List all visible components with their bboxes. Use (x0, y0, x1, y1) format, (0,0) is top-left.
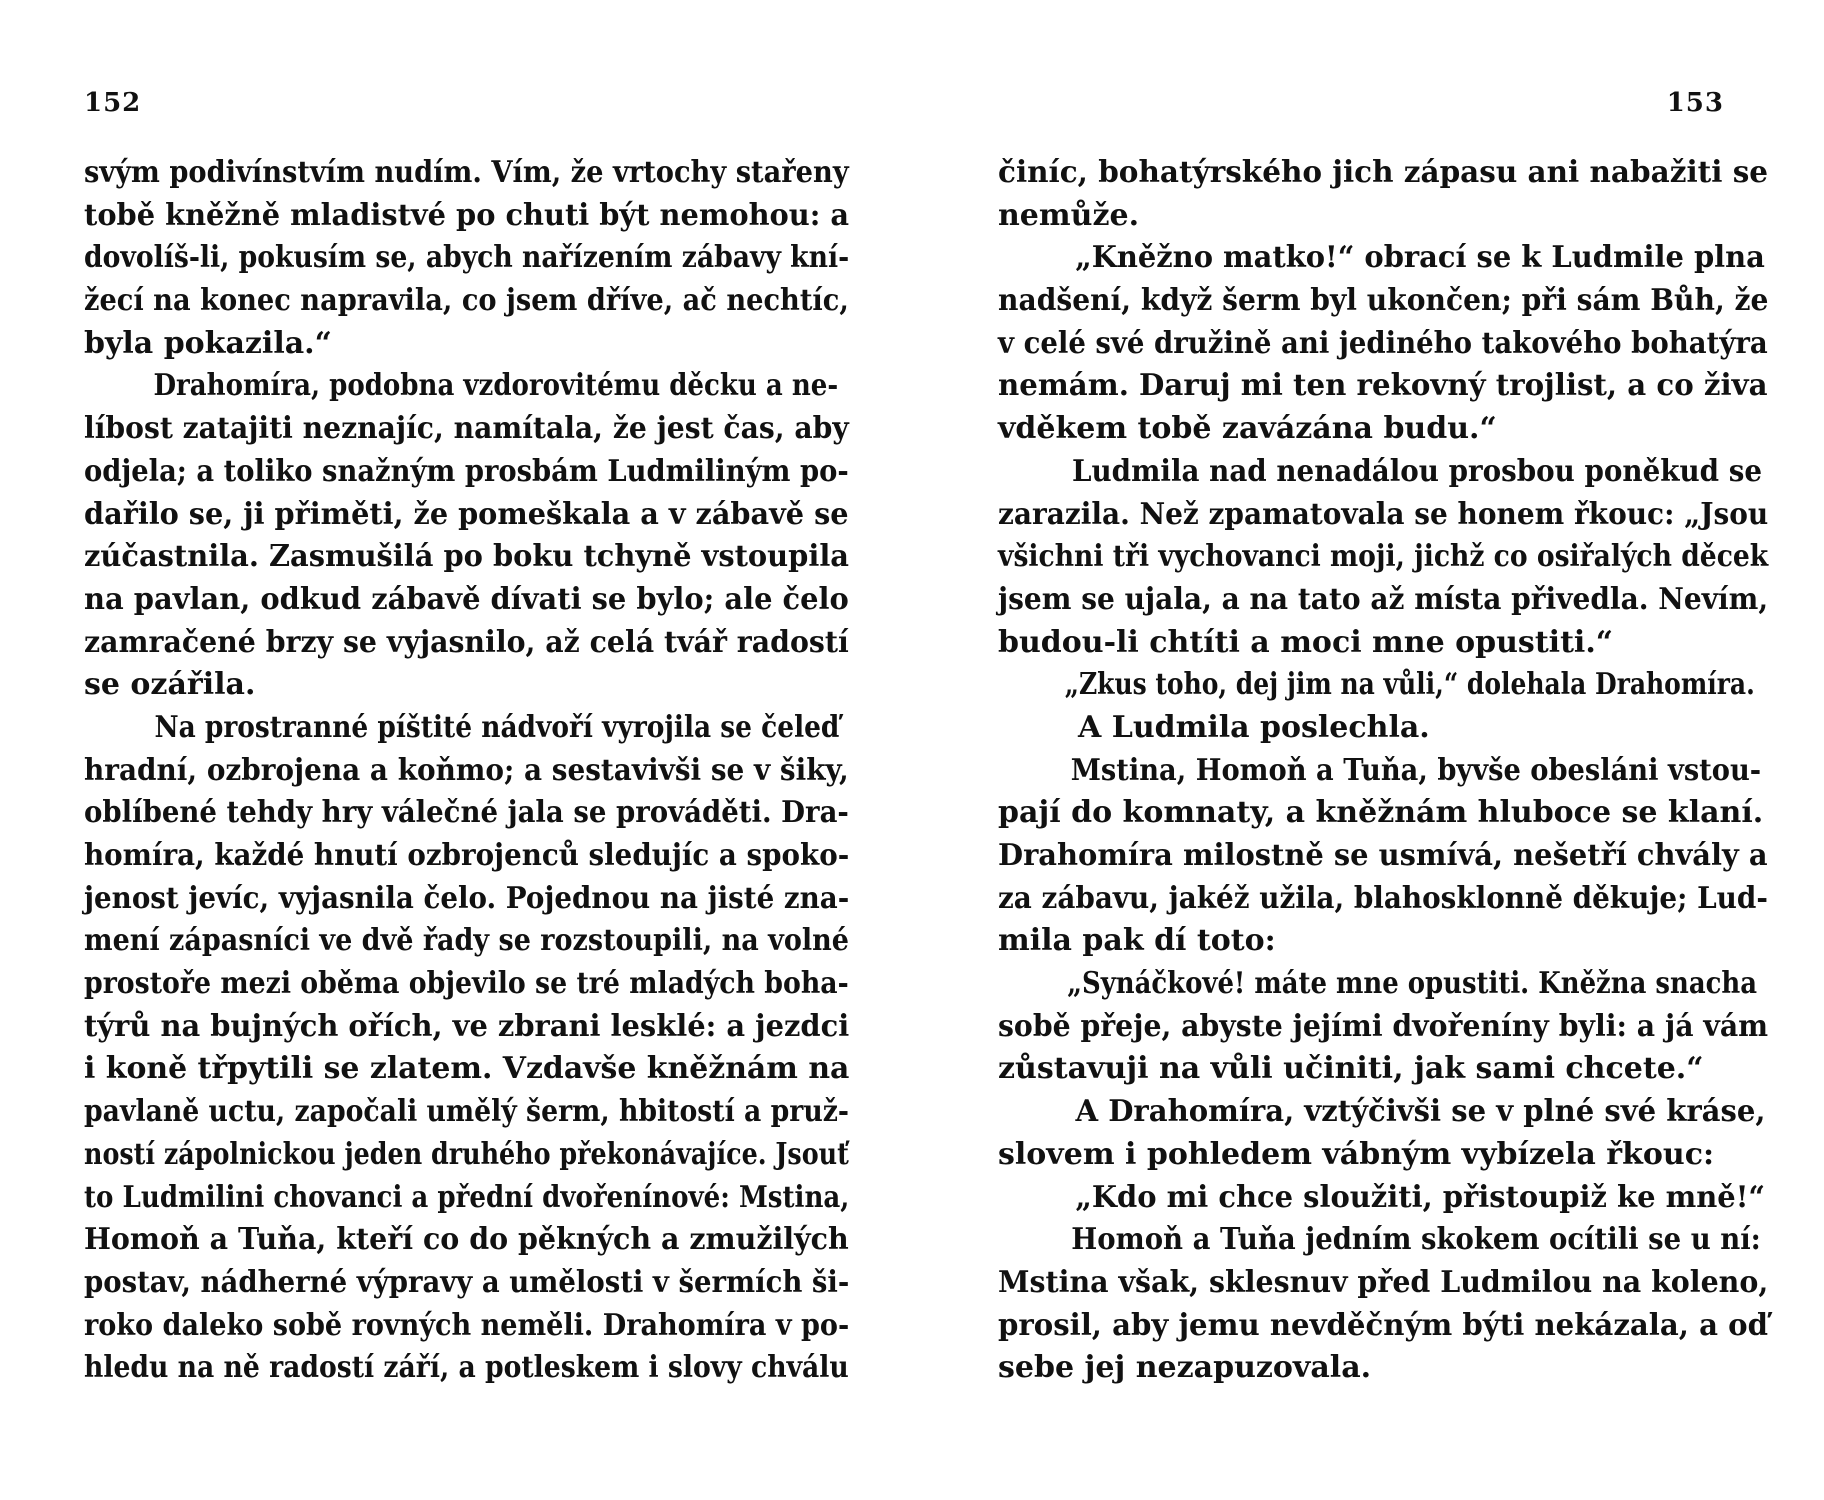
text-line: „Kdo mi chce sloužiti, přistoupiž ke mně!“ (1075, 1179, 1766, 1215)
text-line: Mstina, Homoň a Tuňa, byvše obesláni vstou- (1070, 752, 1762, 788)
right-page-number: 153 (1666, 88, 1724, 118)
text-line: tobě kněžně mladistvé po chuti být nemohou: a (84, 197, 850, 233)
text-line: ností zápolnickou jeden druhého překonávajíce. Jsouť (84, 1136, 849, 1172)
text-line: postav, nádherné výpravy a umělosti v šermích ši- (84, 1264, 850, 1300)
text-line: „Kněžno matko!“ obrací se k Ludmile plna (1075, 240, 1765, 276)
text-line: svým podivínstvím nudím. Vím, že vrtochy stařeny (84, 155, 849, 190)
text-line: zarazila. Než zpamatovala se honem řkouc: „Jsou (998, 496, 1769, 532)
text-line: Homoň a Tuňa jedním skokem ocítili se u ní: (1071, 1222, 1761, 1258)
text-line: nemám. Daruj mi ten rekovný trojlist, a co živa (998, 368, 1768, 404)
text-line: prosil, aby jemu nevděčným býti nekázala, a oď (998, 1307, 1768, 1343)
text-line: budou-li chtíti a moci mne opustiti.“ (998, 624, 1614, 660)
text-line: i koně třpytili se zlatem. Vzdavše kněžnám na (84, 1051, 850, 1087)
text-line: dařilo se, ji přiměti, že pomeškala a v zábavě se (84, 496, 849, 532)
text-line: prostoře mezi oběma objevilo se tré mladých boha- (84, 966, 849, 1002)
text-line: na pavlan, odkud zábavě dívati se bylo; ale čelo (84, 581, 849, 617)
text-line: sobě přeje, abyste jejími dvořeníny byli: a já vám (998, 1008, 1769, 1044)
text-line: A Ludmila poslechla. (1078, 709, 1430, 745)
left-page-number: 152 (84, 88, 142, 118)
text-line: nadšení, když šerm byl ukončen; při sám Bůh, že (998, 283, 1769, 319)
text-line: se ozářila. (84, 667, 256, 703)
text-line: „Zkus toho, dej jim na vůli,“ dolehala Drahomíra. (1064, 667, 1755, 703)
text-line: líbost zatajiti neznajíc, namítala, že jest čas, aby (84, 411, 849, 447)
text-line: dovolíš-li, pokusím se, abych nařízením zábavy kní- (84, 240, 850, 276)
text-line: roko daleko sobě rovných neměli. Drahomíra v po- (84, 1307, 850, 1343)
right-page-text (998, 152, 1768, 1390)
text-line: to Ludmilini chovanci a přední dvořenínové: Mstina, (84, 1179, 850, 1215)
text-line: byla pokazila.“ (84, 325, 332, 361)
text-line: žecí na konec napravila, co jsem dříve, ač nechtíc, (84, 283, 849, 319)
text-line: homíra, každé hnutí ozbrojenců sledujíc a spoko- (84, 838, 850, 873)
text-line: činíc, bohatýrského jich zápasu ani nabažiti se (998, 155, 1769, 190)
text-line: sebe jej nezapuzovala. (998, 1350, 1372, 1386)
text-line: hradní, ozbrojena a koňmo; a sestavivši se v šiky, (84, 752, 849, 788)
text-line: pají do komnaty, a kněžnám hluboce se klaní. (998, 795, 1764, 831)
text-line: slovem i pohledem vábným vybízela řkouc: (998, 1136, 1715, 1172)
text-line: pavlaně uctu, započali umělý šerm, hbitostí a pruž- (84, 1094, 849, 1130)
text-line: mení zápasníci ve dvě řady se rozstoupili, na volné (84, 923, 849, 959)
text-line: mila pak dí toto: (998, 923, 1276, 959)
text-line: všichni tři vychovanci moji, jichž co osiřalých děcek (998, 539, 1769, 575)
text-line: v celé své družině ani jediného takového bohatýra (998, 325, 1768, 361)
right-page (912, 0, 1824, 1500)
text-line: Ludmila nad nenadálou prosbou poněkud se (1071, 453, 1762, 489)
text-line: Mstina však, sklesnuv před Ludmilou na koleno, (998, 1264, 1769, 1300)
text-line: Drahomíra, podobna vzdorovitému děcku a ne- (153, 368, 839, 404)
text-line: hledu na ně radostí září, a potleskem i slovy chválu (84, 1350, 849, 1386)
text-line: jenost jevíc, vyjasnila čelo. Pojednou na jisté zna- (84, 880, 850, 916)
text-line: zúčastnila. Zasmušilá po boku tchyně vstoupila (84, 539, 849, 575)
text-line: oblíbené tehdy hry válečné jala se prováděti. Dra- (84, 795, 849, 831)
text-line: vděkem tobě zavázána budu.“ (998, 411, 1497, 447)
text-line: zamračené brzy se vyjasnilo, až celá tvář radostí (84, 624, 849, 660)
text-line: týrů na bujných ořích, ve zbrani lesklé: a jezdci (84, 1008, 850, 1044)
text-line: zůstavuji na vůli učiniti, jak sami chcete.“ (998, 1051, 1704, 1087)
text-line: A Drahomíra, vztýčivši se v plné své kráse, (1075, 1094, 1766, 1130)
text-line: Na prostranné píštité nádvoří vyrojila se čeleď (154, 709, 840, 745)
text-line: Drahomíra milostně se usmívá, nešetří chvály a (998, 838, 1768, 873)
left-page-text (84, 152, 849, 1390)
text-line: za zábavu, jakéž užila, blahosklonně děkuje; Lud- (998, 880, 1768, 916)
text-line: jsem se ujala, a na tato až místa přivedla. Nevím, (998, 581, 1769, 617)
text-line: „Synáčkové! máte mne opustiti. Kněžna snacha (1067, 966, 1758, 1002)
text-line: odjela; a toliko snažným prosbám Ludmiliným po- (84, 453, 849, 489)
text-line: Homoň a Tuňa, kteří co do pěkných a zmužilých (84, 1222, 849, 1258)
text-line: nemůže. (998, 197, 1140, 233)
